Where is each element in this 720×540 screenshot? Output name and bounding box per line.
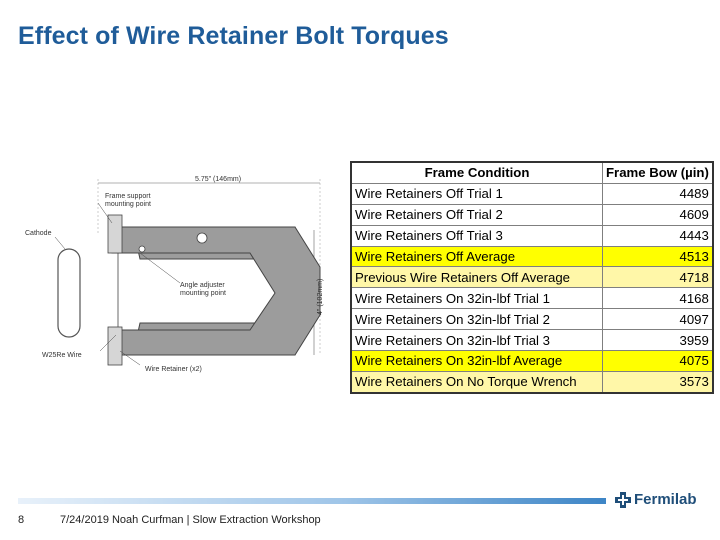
frame-condition-cell: Wire Retainers On 32in-lbf Average	[351, 351, 603, 372]
cathode-label: Cathode	[25, 230, 52, 237]
table-row	[351, 225, 713, 246]
frame-bow-cell: 4075	[603, 351, 713, 372]
wire-label: W25Re Wire	[42, 352, 82, 359]
footer-text: 7/24/2019 Noah Curfman | Slow Extraction Workshop	[60, 514, 321, 526]
frame-support-label	[105, 193, 152, 208]
frame-bow-cell: 4443	[603, 225, 713, 246]
frame-bow-cell: 4718	[603, 267, 713, 288]
frame-condition-cell: Wire Retainers Off Trial 1	[351, 183, 603, 204]
table-row	[351, 371, 713, 392]
table-row	[351, 330, 713, 351]
frame-condition-cell: Wire Retainers On 32in-lbf Trial 2	[351, 309, 603, 330]
wire-retainer-label: Wire Retainer (x2)	[145, 366, 202, 373]
table-row	[351, 204, 713, 225]
frame-bow-cell: 4609	[603, 204, 713, 225]
frame-condition-cell: Previous Wire Retainers Off Average	[351, 267, 603, 288]
slide-title: Effect of Wire Retainer Bolt Torques	[18, 22, 449, 50]
table-header-row	[351, 162, 713, 183]
page-number: 8	[18, 514, 25, 526]
table-body	[351, 183, 713, 392]
frame-support-label-2: mounting point	[105, 201, 151, 208]
frame-condition-cell: Wire Retainers Off Average	[351, 246, 603, 267]
table-row	[351, 183, 713, 204]
height-dimension-label: 4" (102mm)	[317, 278, 324, 315]
frame-condition-cell: Wire Retainers On 32in-lbf Trial 1	[351, 288, 603, 309]
frame-support-label-1: Frame support	[105, 193, 151, 200]
table-row	[351, 309, 713, 330]
frame-bow-cell: 3573	[603, 371, 713, 392]
header-frame-bow: Frame Bow (µin)	[603, 162, 713, 183]
frame-bow-cell: 4168	[603, 288, 713, 309]
frame-condition-cell: Wire Retainers Off Trial 2	[351, 204, 603, 225]
angle-adjuster-label: Angle adjuster mounting point	[180, 282, 226, 297]
footer-bar	[18, 498, 606, 504]
frame-bow-cell: 4513	[603, 246, 713, 267]
table-row	[351, 288, 713, 309]
frame-diagram	[20, 165, 340, 380]
header-frame-condition: Frame Condition	[351, 162, 603, 183]
table-row	[351, 351, 713, 372]
width-dimension-label: 5.75" (146mm)	[195, 176, 242, 183]
frame-bow-table	[350, 161, 714, 394]
frame-bow-cell: 4489	[603, 183, 713, 204]
frame-bow-cell: 3959	[603, 330, 713, 351]
fermilab-logo-text: Fermilab	[634, 491, 697, 508]
fermilab-logo	[615, 491, 697, 508]
frame-condition-cell: Wire Retainers On 32in-lbf Trial 3	[351, 330, 603, 351]
table-row	[351, 267, 713, 288]
fermilab-logo-icon	[615, 492, 631, 508]
frame-condition-cell: Wire Retainers Off Trial 3	[351, 225, 603, 246]
frame-condition-cell: Wire Retainers On No Torque Wrench	[351, 371, 603, 392]
table-row	[351, 246, 713, 267]
frame-bow-cell: 4097	[603, 309, 713, 330]
